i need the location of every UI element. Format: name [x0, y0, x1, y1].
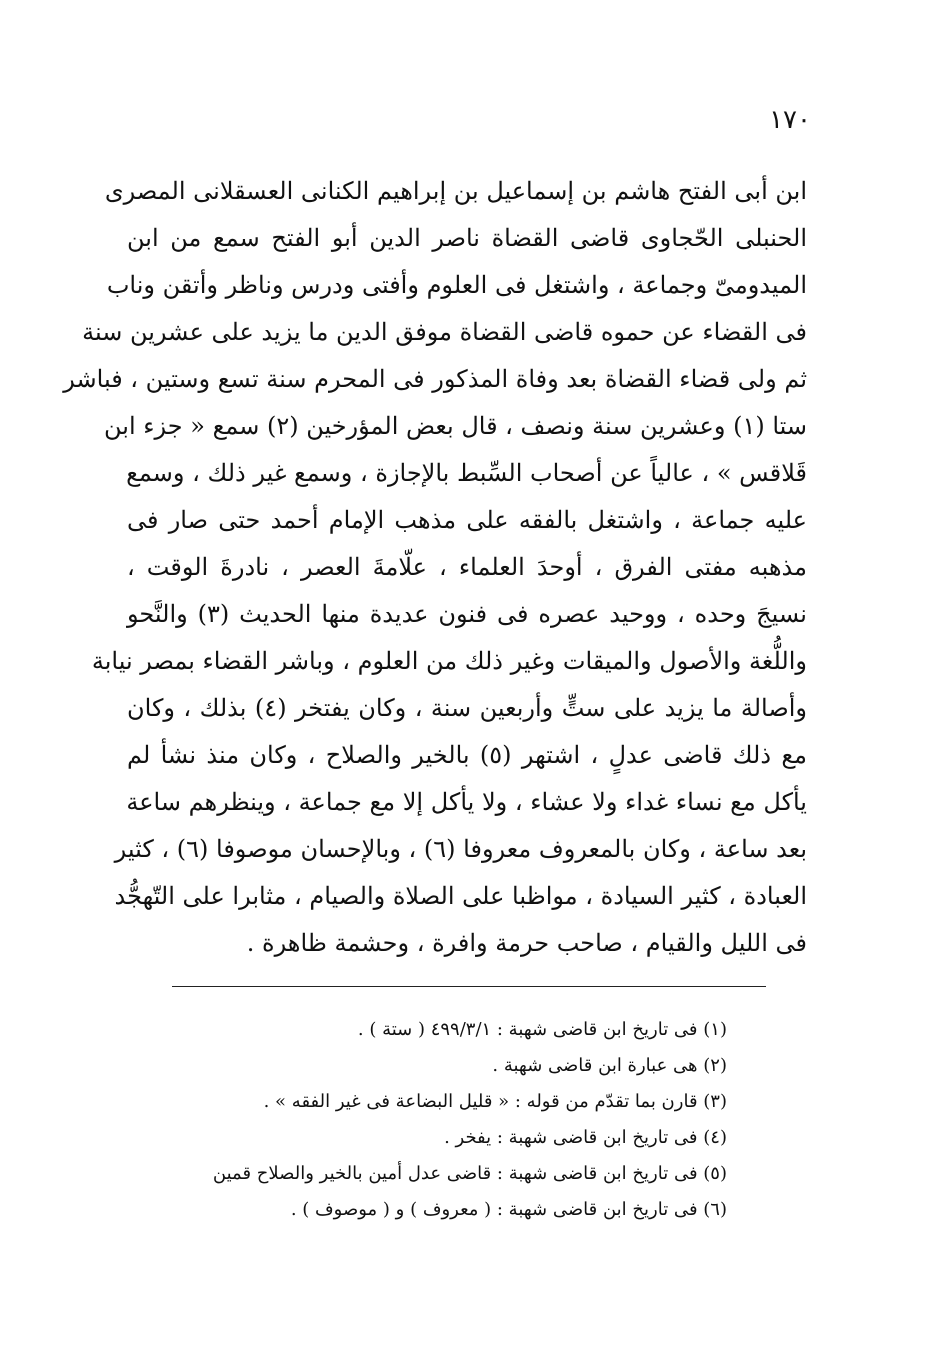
footnote-divider	[172, 986, 766, 987]
text-line: مع ذلك قاضى عدلٍ ، اشتهر (٥) بالخير والصلاح ، وكان منذ نشأ لم	[127, 741, 807, 769]
main-paragraph	[63, 168, 808, 967]
text-line: بعد ساعة ، وكان بالمعروف معروفا (٦) ، وبالإحسان موصوفا (٦) ، كثير	[114, 835, 807, 863]
text-line: يأكل مع نساء غداء ولا عشاء ، ولا يأكل إلا مع جماعة ، وينظرهم ساعة	[126, 788, 807, 816]
text-line: الحنبلى الحّجاوى قاضى القضاة ناصر الدين أبو الفتح سمع من ابن	[127, 224, 807, 252]
footnote: (٢) هى عبارة ابن قاضى شهبة .	[492, 1055, 727, 1076]
footnote: (٣) قارن بما تقدّم من قوله : « قليل البضاعة فى غير الفقه » .	[263, 1091, 727, 1112]
text-line: فى الليل والقيام ، صاحب حرمة وافرة ، وحشمة ظاهرة .	[246, 929, 807, 957]
page-number: ١٧٠	[769, 105, 811, 135]
footnote: (٤) فى تاريخ ابن قاضى شهبة : يفخر .	[444, 1127, 727, 1148]
text-line: الميدومىّ وجماعة ، واشتغل فى العلوم وأفتى ودرس وناظر وأتقن وناب	[106, 271, 807, 299]
footnote: (٦) فى تاريخ ابن قاضى شهبة : ( معروف ) و ( موصوف ) .	[290, 1199, 727, 1220]
text-line: ستا (١) وعشرين سنة ونصف ، قال بعض المؤرخين (٢) سمع « جزء ابن	[104, 412, 807, 440]
text-line: وأصالة ما يزيد على ستٍّ وأربعين سنة ، وكان يفتخر (٤) بذلك ، وكان	[127, 694, 808, 722]
text-line: العبادة ، كثير السيادة ، مواظبا على الصلاة والصيام ، مثابرا على التّهجُّد	[114, 882, 807, 910]
footnote: (١) فى تاريخ ابن قاضى شهبة : ٤٩٩/٣/١ ( ستة ) .	[357, 1019, 727, 1040]
footnotes-list	[127, 1012, 727, 1228]
text-line: مذهبه مفتى الفرق ، أوحدَ العلماء ، علّامةَ العصر ، نادرةَ الوقت ،	[127, 553, 807, 581]
footnote: (٥) فى تاريخ ابن قاضى شهبة : قاضى عدل أمين بالخير والصلاح قمين	[212, 1163, 727, 1184]
text-line: واللُّغة والأصول والميقات وغير ذلك من العلوم ، وباشر القضاء بمصر نيابة	[91, 647, 807, 675]
text-line: قَلاقس » ، عالياً عن أصحاب السِّبط بالإجازة ، وسمع غير ذلك ، وسمع	[126, 459, 807, 487]
text-line: ثم ولى قضاء القضاة بعد وفاة المذكور فى المحرم سنة تسع وستين ، فباشر	[63, 365, 807, 393]
text-line: عليه جماعة ، واشتغل بالفقه على مذهب الإمام أحمد حتى صار فى	[127, 506, 807, 534]
text-line: فى القضاء عن حموه قاضى القضاة موفق الدين ما يزيد على عشرين سنة	[82, 318, 807, 346]
text-line: ابن أبى الفتح هاشم بن إسماعيل بن إبراهيم الكنانى العسقلانى المصرى	[104, 177, 807, 205]
text-line: نسيجَ وحده ، ووحيد عصره فى فنون عديدة منها الحديث (٣) والنَّحو	[127, 600, 807, 628]
